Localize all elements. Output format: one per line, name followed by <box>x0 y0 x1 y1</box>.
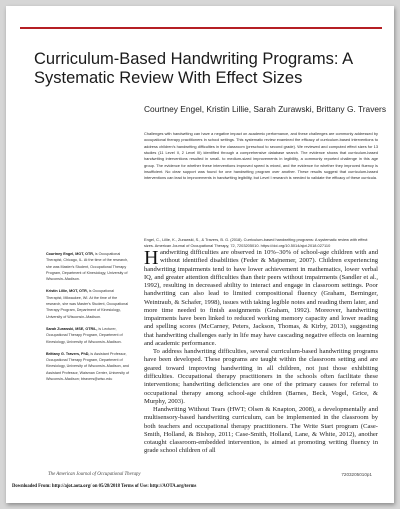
body-paragraph: Handwriting Without Tears (HWT; Olsen & Knapton, 2008), a developmentally and multisensory-based handwriting curriculum, can be implemented in the classroom by both teachers and occupational therapy practitioners. The Write Start program (Case-Smith, Holland, & Bishop, 2011; Case-Smith, Holland, Lane, & White, 2012), another cotaught classroom-embedded intervention, is aimed at promoting writing fluency in grade school children of all <box>144 406 378 455</box>
article-abstract: Challenges with handwriting can have a negative impact on academic performance, and these challenges are commonly addressed by occupational therapy practitioners in school settings. This systematic review examined the efficacy of curriculum-based interventions to address children's handwriting difficulties in the classroom (preschool to second grade). We reviewed and computed effect sizes for 13 studies (11 Level II, 2 Level III) identified through a comprehensive database search. The evidence shows that curriculum-based handwriting interventions resulted in small- to medium-sized improvements in legibility, a commonly reported challenge in this age group. The evidence for whether these interventions improved speed is mixed, and the evidence for whether they improved fluency is insufficient. No clear support was found for one handwriting program over another. These results suggest that curriculum-based interventions can lead to improvements in handwriting legibility, but Level I research is needed to validate the efficacy of these curricula. <box>144 131 378 181</box>
author-notes <box>46 251 130 388</box>
author-note <box>46 288 130 319</box>
article-body <box>144 246 378 456</box>
document-page <box>6 6 394 503</box>
author-note-name: Courtney Engel, MOT, OTR, <box>46 252 94 256</box>
footer-journal-name: The American Journal of Occupational Therapy <box>48 472 141 477</box>
author-note-text: is Occupational Therapist, Chicago, IL. At the time of the research, she was Master's Student, Occupational Therapy Program, Department of Kinesiology, University of Wisconsin–Madison. <box>46 252 129 282</box>
author-note-name: Brittany G. Travers, PhD, <box>46 351 90 356</box>
body-paragraph: To address handwriting difficulties, several curriculum-based handwriting programs have been developed. These programs are taught within the classroom setting and are geared toward improving handwriting in all children, not just those exhibiting difficulties. Occupational therapy practitioners in the schools often facilitate these interventions; handwriting deficiencies are one of the primary causes for referral to occupational therapy among school-age children (Barnes, Beck, Vogel, Grice, & Murphy, 2003). <box>144 348 378 405</box>
article-title: Curriculum-Based Handwriting Programs: A Systematic Review With Effect Sizes <box>34 50 353 87</box>
drop-cap: H <box>144 246 159 269</box>
footer-download-notice: Downloaded From: http://ajot.aota.org/ on 05/28/2018 Terms of Use: http://AOTA.org/terms <box>12 484 197 489</box>
article-authors: Courtney Engel, Kristin Lillie, Sarah Zurawski, Brittany G. Travers <box>144 104 387 114</box>
author-note <box>46 326 130 345</box>
article-citation: Engel, C., Lillie, K., Zurawski, S., & Travers, B. G. (2018). Curriculum-based handwriting programs: A systematic review with effect sizes. American Journal of Occupational Therapy, 72, 7203205010. https://doi.org/10.5014/ajot.2018.027110 <box>144 237 368 249</box>
paragraph-text: andwriting difficulties are observed in 10%–30% of school-age children with and without identified disabilities (Feder & Majnemer, 2007). Children experiencing handwriting impairments tend to have lower achievement in mathematics, lower verbal IQ, and greater attention difficulties than their peers without impairments (Sandler et al., 1992), resulting in decreased ability to interact and engage in classroom settings. Poor handwriting can also lead to limited compositional fluency (Graham, Berninger, Weintraub, & Schafer, 1998), issues with taking legible notes and reading them later, and more time needed to finish assignments (Graham, 1992). Moreover, handwriting impairments have been linked to reduced working memory capacity and lower reading and spelling scores (McCarney, Peters, Jackson, Thomas, & Kirby, 2013), suggesting that handwriting challenges early in life may have cascading negative effects on learning and academic performance. <box>144 249 378 347</box>
author-note-name: Sarah Zurawski, MSE, OTR/L, <box>46 326 98 331</box>
author-note <box>46 251 130 282</box>
author-note-name: Kristin Lillie, MOT, OTR, <box>46 289 88 294</box>
author-note-text: is Occupational Therapist, Milwaukee, WI. At the time of the research, she was Master's Student, Occupational Therapy Program, Department of Kinesiology, University of Wisconsin–Madison. <box>46 289 129 319</box>
body-paragraph <box>144 246 378 348</box>
author-note <box>46 351 130 382</box>
footer-page-code: 7203205010p1 <box>341 472 372 477</box>
author-note-text: is Assistant Professor, Occupational Therapy Program, Department of Kinesiology, University of Wisconsin–Madison, and Assistant Professor, Waisman Center, University of Wisconsin–Madison; btravers@wisc.edu <box>46 351 130 382</box>
author-note-text: is Lecturer, Occupational Therapy Program, Department of Kinesiology, University of Wisconsin–Madison. <box>46 326 123 344</box>
top-rule <box>20 27 382 29</box>
